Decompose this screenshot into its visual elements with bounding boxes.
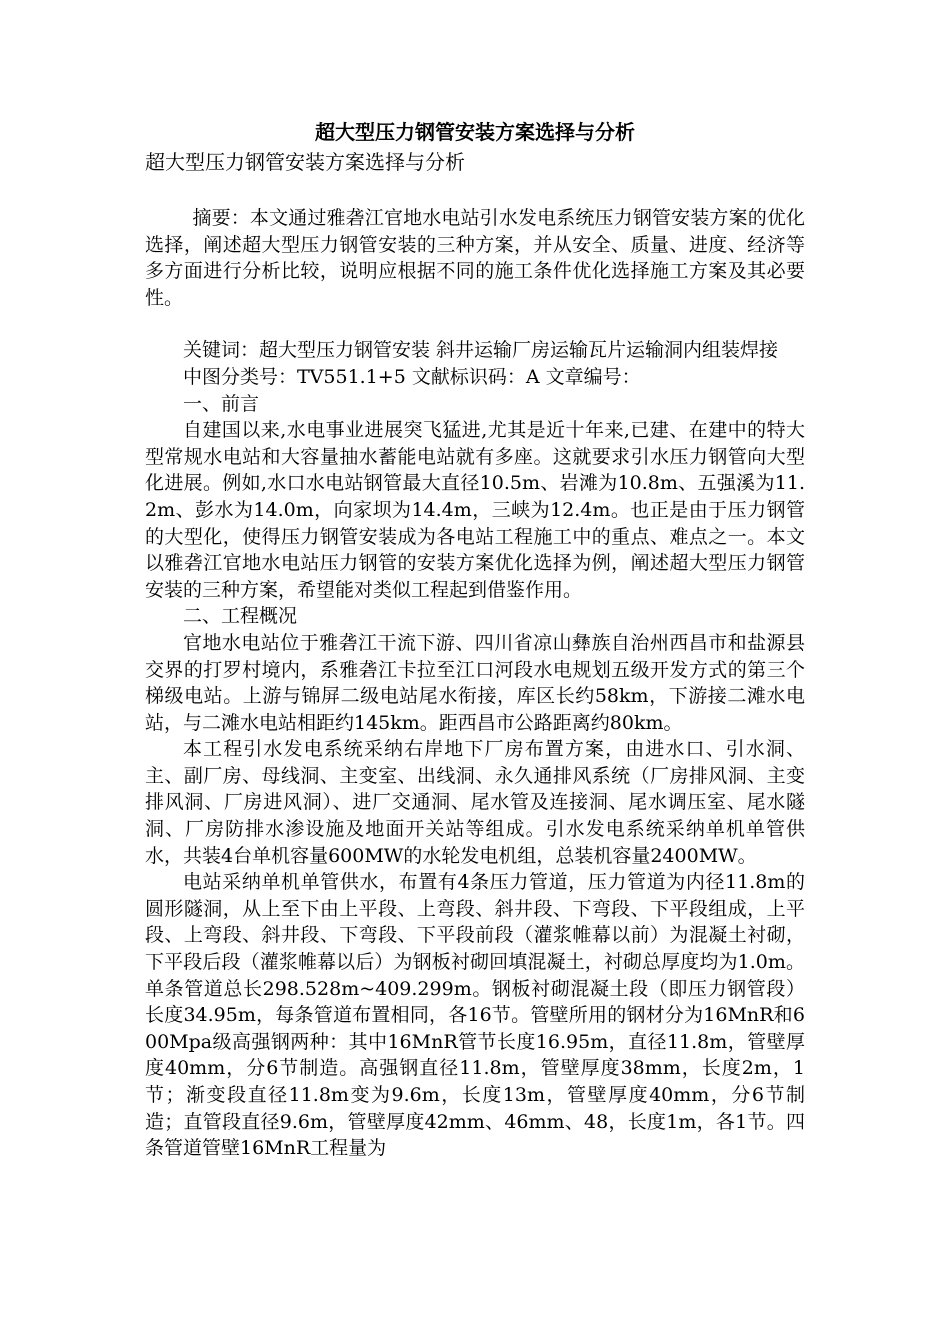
document-page: [145, 118, 805, 1162]
section-heading-overview: 二、工程概况: [183, 605, 298, 628]
classification-line: 中图分类号：TV551.1+5 文献标识码：A 文章编号：: [183, 365, 641, 388]
document-title: 超大型压力钢管安装方案选择与分析: [315, 120, 635, 144]
overview-paragraph-layout: 本工程引水发电系统采纳右岸地下厂房布置方案，由进水口、引水洞、主、副厂房、母线洞、主变室、出线洞、永久通排风系统（厂房排风洞、主变排风洞、厂房进风洞）、进厂交通洞、尾水管及连接洞、尾水调压室、尾水隧洞、厂房防排水渗设施及地面开关站等组成。引水发电系统采纳单机单管供水，共装4台单机容量600MW的水轮发电机组，总装机容量2400MW。: [145, 738, 805, 867]
overview-paragraph-location: 官地水电站位于雅砻江干流下游、四川省凉山彝族自治州西昌市和盐源县交界的打罗村境内，系雅砻江卡拉至江口河段水电规划五级开发方式的第三个梯级电站。上游与锦屏二级电站尾水衔接，库区长约58km，下游接二滩水电站，与二滩水电站相距约145km。距西昌市公路距离约80km。: [145, 631, 805, 734]
overview-paragraph-pipes: 电站采纳单机单管供水，布置有4条压力管道，压力管道为内径11.8m的圆形隧洞，从上至下由上平段、上弯段、斜井段、下弯段、下平段组成，上平段、上弯段、斜井段、下弯段、下平段前段（灌浆帷幕以前）为混凝土衬砌，下平段后段（灌浆帷幕以后）为钢板衬砌回填混凝土，衬砌总厚度均为1.0m。单条管道总长298.528m~409.299m。钢板衬砌混凝土段（即压力钢管段）长度34.95m，每条管道布置相同，各16节。管壁所用的钢材分为16MnR和600Mpa级高强钢两种：其中16MnR管节长度16.95m，直径11.8m，管壁厚度40mm，分6节制造。高强钢直径11.8m，管壁厚度38mm，长度2m，1节；渐变段直径11.8m变为9.6m，长度13m，管壁厚度40mm，分6节制造；直管段直径9.6m，管壁厚度42mm、46mm、48，长度1m，各1节。四条管道管壁16MnR工程量为: [145, 871, 805, 1160]
keywords-paragraph: 关键词：超大型压力钢管安装 斜井运输厂房运输瓦片运输洞内组装焊接: [183, 339, 779, 362]
preface-paragraph: 自建国以来,水电事业进展突飞猛进,尤其是近十年来,已建、在建中的特大型常规水电站和大容量抽水蓄能电站就有多座。这就要求引水压力钢管向大型化进展。例如,水口水电站钢管最大直径10.5m、岩滩为10.8m、五强溪为11.2m、彭水为14.0m，向家坝为14.4m，三峡为12.4m。也正是由于压力钢管的大型化，使得压力钢管安装成为各电站工程施工中的重点、难点之一。本文以雅砻江官地水电站压力钢管的安装方案优化选择为例，阐述超大型压力钢管安装的三种方案，希望能对类似工程起到借鉴作用。: [145, 419, 805, 601]
document-subtitle: 超大型压力钢管安装方案选择与分析: [145, 150, 465, 174]
abstract-paragraph: 摘要：本文通过雅砻江官地水电站引水发电系统压力钢管安装方案的优化选择，阐述超大型压力钢管安装的三种方案，并从安全、质量、进度、经济等多方面进行分析比较，说明应根据不同的施工条件优化选择施工方案及其必要性。: [145, 207, 805, 309]
section-heading-preface: 一、前言: [183, 392, 260, 415]
